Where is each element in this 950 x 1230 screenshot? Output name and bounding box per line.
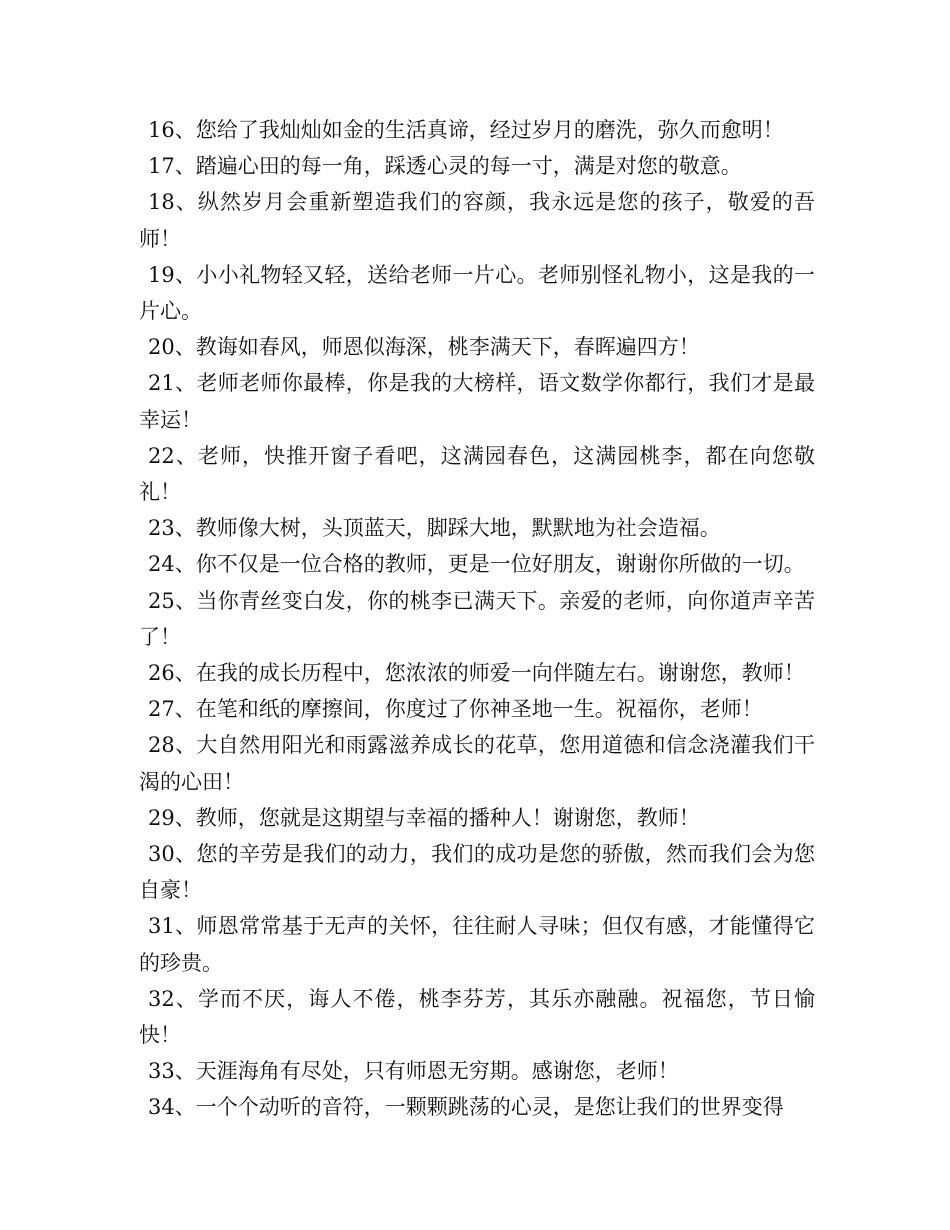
list-item: 29、教师，您就是这期望与幸福的播种人！谢谢您，教师！ <box>148 805 700 830</box>
list-item: 22、老师，快推开窗子看吧，这满园春色，这满园桃李，都在向您敬礼！ <box>139 443 815 505</box>
list-item: 34、一个个动听的音符，一颗颗跳荡的心灵，是您让我们的世界变得 <box>148 1095 784 1120</box>
list-item: 19、小小礼物轻又轻，送给老师一片心。老师别怪礼物小，这是我的一片心。 <box>139 262 815 324</box>
list-item: 24、你不仅是一位合格的教师，更是一位好朋友，谢谢你所做的一切。 <box>148 552 805 577</box>
list-item: 26、在我的成长历程中，您浓浓的师爱一向伴随左右。谢谢您，教师！ <box>148 661 805 686</box>
list-item: 23、教师像大树，头顶蓝天，脚踩大地，默默地为社会造福。 <box>148 516 721 541</box>
list-item: 30、您的辛劳是我们的动力，我们的成功是您的骄傲，然而我们会为您自豪！ <box>139 842 815 903</box>
list-item: 32、学而不厌，诲人不倦，桃李芬芳，其乐亦融融。祝福您，节日愉快！ <box>139 986 815 1048</box>
list-item: 17、踏遍心田的每一角，踩透心灵的每一寸，满是对您的敬意。 <box>148 154 742 179</box>
list-item: 27、在笔和纸的摩擦间，你度过了你神圣地一生。祝福你，老师！ <box>148 697 763 722</box>
list-item: 21、老师老师你最棒，你是我的大榜样，语文数学你都行，我们才是最幸运！ <box>139 371 815 432</box>
list-item: 31、师恩常常基于无声的关怀，往往耐人寻味；但仅有感，才能懂得它的珍贵。 <box>139 914 815 975</box>
list-item: 18、纵然岁月会重新塑造我们的容颜，我永远是您的孩子，敬爱的吾师！ <box>139 190 815 251</box>
list-item: 20、教诲如春风，师恩似海深，桃李满天下，春晖遍四方！ <box>148 335 700 360</box>
list-item: 25、当你青丝变白发，你的桃李已满天下。亲爱的老师，向你道声辛苦了！ <box>139 588 815 649</box>
list-item: 33、天涯海角有尽处，只有师恩无穷期。感谢您，老师！ <box>148 1059 679 1084</box>
document-body <box>139 112 815 1126</box>
list-item: 16、您给了我灿灿如金的生活真谛，经过岁月的磨洗，弥久而愈明！ <box>148 118 784 142</box>
list-item: 28、大自然用阳光和雨露滋养成长的花草，您用道德和信念浇灌我们干渴的心田！ <box>139 733 815 794</box>
